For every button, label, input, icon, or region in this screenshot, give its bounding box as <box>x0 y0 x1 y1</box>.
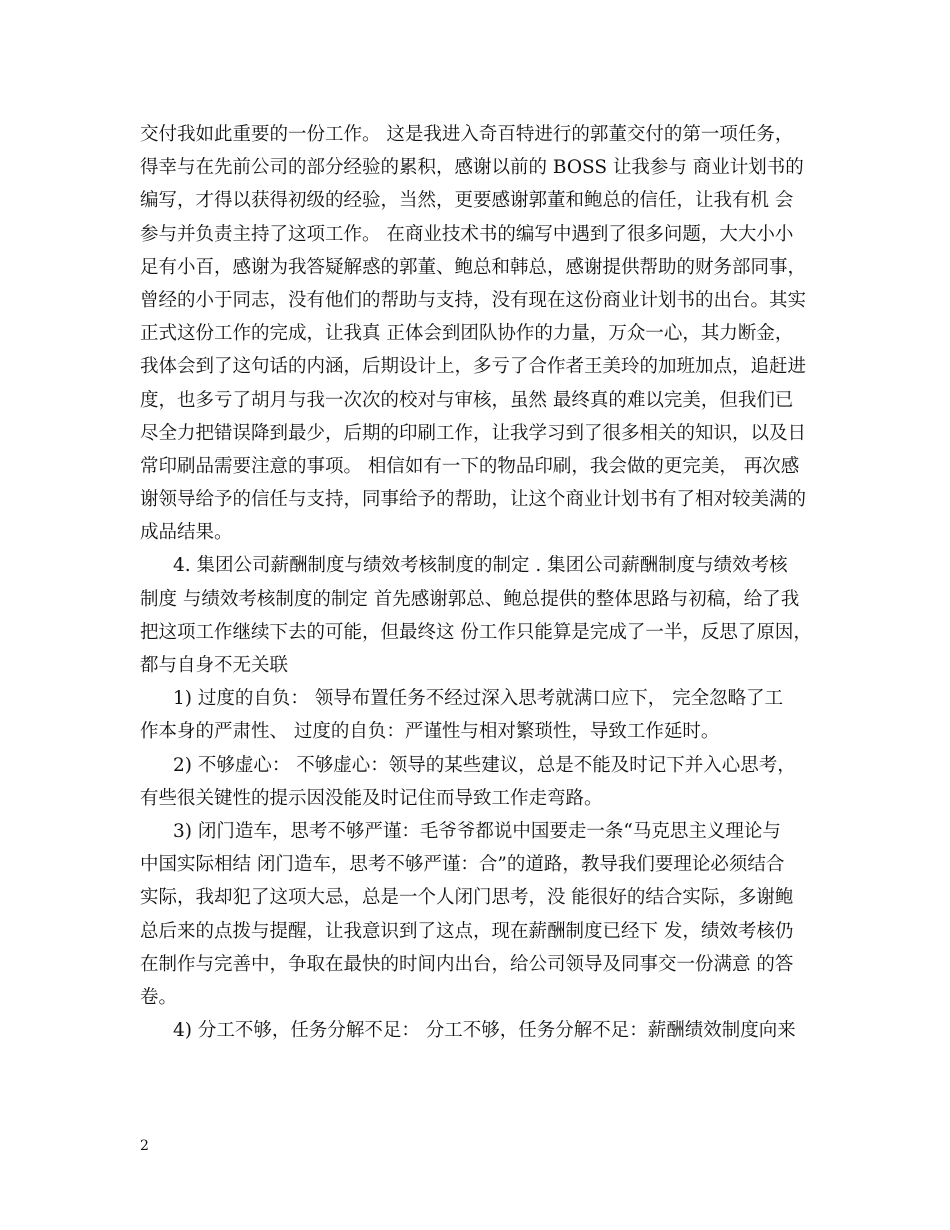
text-line: 把这项工作继续下去的可能，但最终这 份工作只能算是完成了一半，反思了原因， <box>140 621 812 643</box>
text-line: 足有小百，感谢为我答疑解惑的郭董、鲍总和韩总，感谢提供帮助的财务部同事， <box>140 256 807 278</box>
text-line: 有些很关键性的提示因没能及时记住而导致工作走弯路。 <box>140 787 603 809</box>
text-line: 在制作与完善中，争取在最快的时间内出台，给公司领导及同事交一份满意 的答 <box>140 953 794 975</box>
text-line: 实际，我却犯了这项大忌，总是一个人闭门思考，没 能很好的结合实际，多谢鲍 <box>140 887 794 909</box>
text-line: 常印刷品需要注意的事项。 相信如有一下的物品印刷，我会做的更完美， 再次感 <box>140 455 800 477</box>
text-line: 卷。 <box>140 986 178 1008</box>
text-line: 曾经的小于同志，没有他们的帮助与支持，没有现在这份商业计划书的出台。其实 <box>140 289 807 311</box>
page-number: 2 <box>140 1138 149 1154</box>
text-line: 成品结果。 <box>140 522 233 544</box>
text-line: 2) 不够虚心： 不够虚心：领导的某些建议，总是不能及时记下并入心思考， <box>173 754 796 776</box>
text-line: 参与并负责主持了这项工作。 在商业技术书的编写中遇到了很多问题，大大小小 <box>140 223 794 245</box>
text-line: 编写，才得以获得初级的经验，当然，更要感谢郭董和鲍总的信任，让我有机 会 <box>140 190 794 212</box>
text-line: 制度 与绩效考核制度的制定 首先感谢郭总、鲍总提供的整体思路与初稿，给了我 <box>140 588 800 610</box>
text-line: 正式这份工作的完成，让我真 正体会到团队协作的力量，万众一心，其力断金， <box>140 323 794 345</box>
text-line: 1) 过度的自负： 领导布置任务不经过深入思考就满口应下， 完全忽略了工 <box>173 688 784 710</box>
text-line: 尽全力把错误降到最少，后期的印刷工作，让我学习到了很多相关的知识，以及日 <box>140 422 807 444</box>
text-line: 4) 分工不够，任务分解不足： 分工不够，任务分解不足：薪酬绩效制度向来 <box>173 1020 796 1042</box>
text-line: 我体会到了这句话的内涵，后期设计上，多亏了合作者王美玲的加班加点，追赶进 <box>140 356 807 378</box>
text-line: 谢领导给予的信任与支持，同事给予的帮助，让这个商业计划书有了相对较美满的 <box>140 489 807 511</box>
text-line: 都与自身不无关联 <box>140 655 289 676</box>
text-line: 4. 集团公司薪酬制度与绩效考核制度的制定 . 集团公司薪酬制度与绩效考核 <box>173 555 788 577</box>
text-line: 3) 闭门造车，思考不够严谨：毛爷爷都说中国要走一条“马克思主义理论与 <box>173 820 781 842</box>
text-line: 度，也多亏了胡月与我一次次的校对与审核，虽然 最终真的难以完美，但我们已 <box>140 389 794 411</box>
text-line: 交付我如此重要的一份工作。 这是我进入奇百特进行的郭董交付的第一项任务， <box>140 124 794 145</box>
document-body <box>140 118 830 1047</box>
text-line: 总后来的点拨与提醒，让我意识到了这点，现在薪酬制度已经下 发，绩效考核仍 <box>140 920 794 942</box>
text-line: 作本身的严肃性、 过度的自负：严谨性与相对繁琐性，导致工作延时。 <box>140 721 720 743</box>
text-line: 中国实际相结 闭门造车，思考不够严谨：合”的道路，教导我们要理论必须结合 <box>140 854 785 876</box>
text-line: 得幸与在先前公司的部分经验的累积，感谢以前的 BOSS 让我参与 商业计划书的 <box>140 157 804 179</box>
